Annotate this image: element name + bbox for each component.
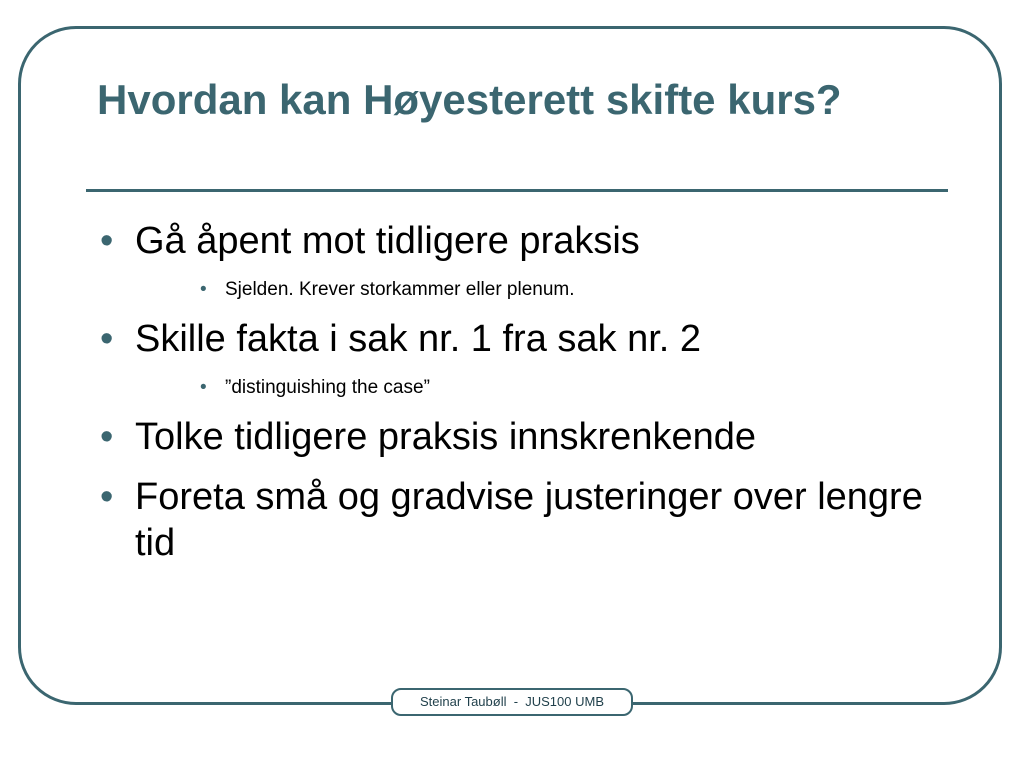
bullet-item <box>100 218 940 264</box>
bullet-icon: • <box>100 318 114 360</box>
bullet-list <box>100 218 940 580</box>
bullet-item <box>100 414 940 460</box>
bullet-text: Tolke tidligere praksis innskrenkende <box>135 416 756 458</box>
sub-bullet-text: ”distinguishing the case” <box>225 377 430 398</box>
bullet-item <box>100 316 940 362</box>
bullet-icon: • <box>100 416 114 458</box>
slide-title: Hvordan kan Høyesterett skifte kurs? <box>97 76 842 123</box>
sub-bullet-icon: • <box>200 377 207 398</box>
bullet-text: Foreta små og gradvise justeringer over lengre tid <box>135 476 923 564</box>
footer-label: Steinar Taubøll - JUS100 UMB <box>391 688 633 716</box>
bullet-icon: • <box>100 220 114 262</box>
sub-bullet-item <box>100 376 940 400</box>
bullet-item <box>100 474 940 566</box>
bullet-icon: • <box>100 476 114 518</box>
bullet-text: Gå åpent mot tidligere praksis <box>135 220 640 262</box>
sub-bullet-icon: • <box>200 279 207 300</box>
title-underline <box>86 189 948 192</box>
bullet-text: Skille fakta i sak nr. 1 fra sak nr. 2 <box>135 318 702 360</box>
sub-bullet-item <box>100 278 940 302</box>
sub-bullet-text: Sjelden. Krever storkammer eller plenum. <box>225 279 575 300</box>
